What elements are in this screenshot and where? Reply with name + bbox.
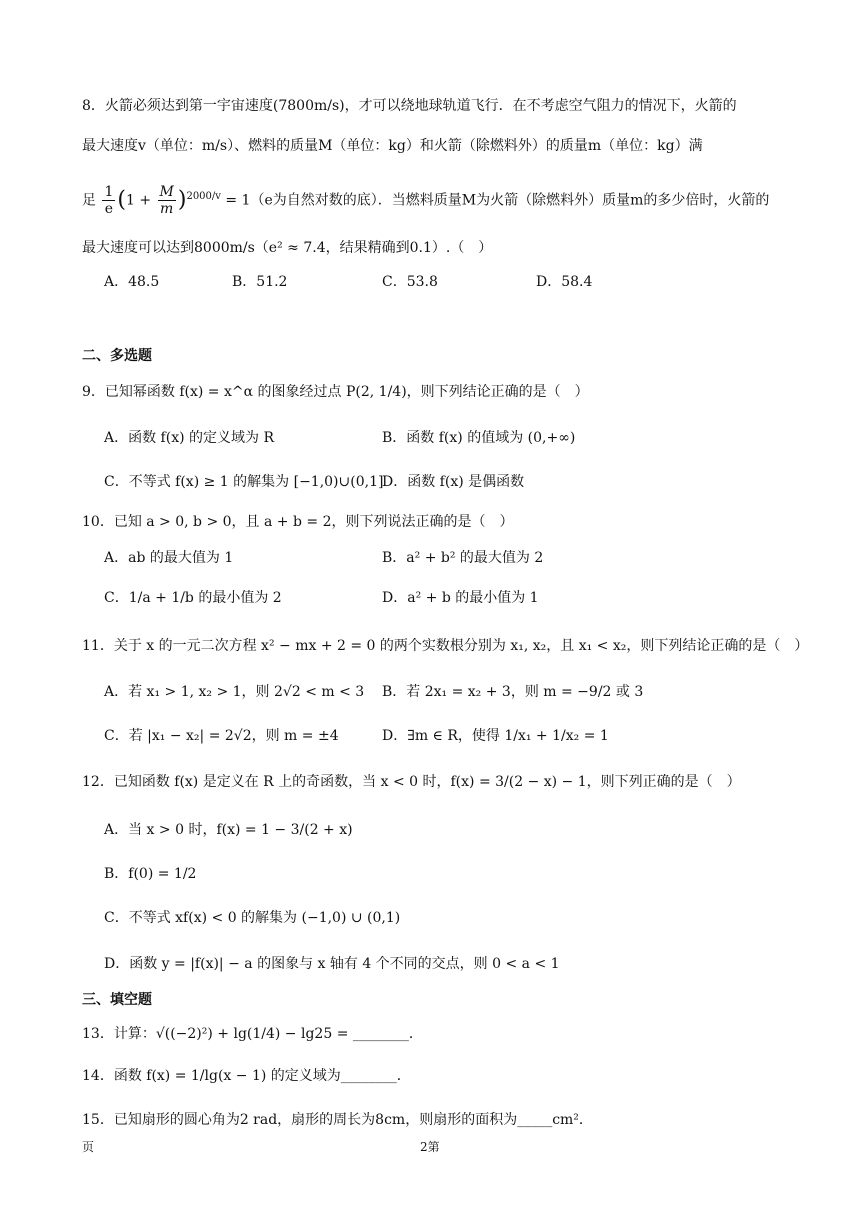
footer-left: 页: [82, 1140, 95, 1154]
q9-stem: 9．已知幂函数 f(x) = x^α 的图象经过点 P(2, 1/4)，则下列结论正确的是（ ）: [82, 384, 589, 400]
q12-stem: 12．已知函数 f(x) 是定义在 R 上的奇函数，当 x < 0 时，f(x) = 3/(2 − x) − 1，则下列正确的是（ ）: [82, 774, 741, 790]
q8-exponent: 2000/v: [186, 190, 221, 202]
q12-option-c: C．不等式 xf(x) < 0 的解集为 (−1,0) ∪ (0,1): [104, 910, 401, 926]
q8-line2: 最大速度v（单位：m/s）、燃料的质量M（单位：kg）和火箭（除燃料外）的质量m（单位：kg）满: [82, 138, 703, 154]
q9-option-b: B．函数 f(x) 的值域为 (0,+∞): [382, 430, 576, 446]
footer-page-number: 2第: [420, 1140, 440, 1154]
q8-line3: 足 $\frac{1}{e}$ (1 + $\frac{M}{m}$ )$^{2000/v}$ = 1（e为自然对数的底）．当燃料质量M为火箭（除燃料外）质量m的多少倍时，火箭的: [82, 184, 770, 217]
q8-option-c: C．53.8: [382, 274, 438, 290]
q12-option-b: B．f(0) = 1/2: [104, 866, 197, 882]
q8-line1: 8．火箭必须达到第一宇宙速度(7800m/s)，才可以绕地球轨道飞行．在不考虑空气阻力的情况下，火箭的: [82, 98, 737, 114]
q10-stem: 10．已知 a > 0, b > 0，且 a + b = 2，则下列说法正确的是（ ）: [82, 514, 514, 530]
q8-option-b: B．51.2: [232, 274, 288, 290]
q12-option-a: A．当 x > 0 时，f(x) = 1 − 3/(2 + x): [104, 822, 353, 838]
q14: 14．函数 f(x) = 1/lg(x − 1) 的定义域为________．: [82, 1068, 411, 1084]
q11-option-d: D．∃m ∈ R，使得 1/x₁ + 1/x₂ = 1: [382, 728, 609, 744]
q11-option-b: B．若 2x₁ = x₂ + 3，则 m = −9/2 或 3: [382, 684, 644, 700]
q8-option-d: D．58.4: [536, 274, 593, 290]
q9-option-c: C．不等式 f(x) ≥ 1 的解集为 [−1,0)∪(0,1]: [104, 474, 384, 490]
q9-option-a: A．函数 f(x) 的定义域为 R: [104, 430, 275, 446]
q10-option-b: B．a² + b² 的最大值为 2: [382, 550, 544, 566]
q12-option-d: D．函数 y = |f(x)| − a 的图象与 x 轴有 4 个不同的交点，则 0 < a < 1: [104, 956, 560, 972]
q9-option-d: D．函数 f(x) 是偶函数: [382, 474, 525, 490]
q8-fraction-M-over-m: $\frac{M}{m}$: [159, 184, 174, 217]
section-title-fill-in: 三、填空题: [82, 992, 152, 1008]
q10-option-d: D．a² + b 的最小值为 1: [382, 590, 539, 606]
q10-option-c: C．1/a + 1/b 的最小值为 2: [104, 590, 282, 606]
section-title-multiple-choice: 二、多选题: [82, 348, 152, 364]
q15: 15．已知扇形的圆心角为2 rad，扇形的周长为8cm，则扇形的面积为_____cm²．: [82, 1112, 593, 1128]
q11-option-a: A．若 x₁ > 1, x₂ > 1，则 2√2 < m < 3: [104, 684, 365, 700]
q11-option-c: C．若 |x₁ − x₂| = 2√2，则 m = ±4: [104, 728, 339, 744]
q8-line4: 最大速度可以达到8000m/s（e² ≈ 7.4，结果精确到0.1）.（ ）: [82, 240, 493, 256]
q8-option-a: A．48.5: [104, 274, 160, 290]
q8-fraction-1-over-e: $\frac{1}{e}$: [104, 184, 114, 217]
q10-option-a: A．ab 的最大值为 1: [104, 550, 234, 566]
q11-stem: 11．关于 x 的一元二次方程 x² − mx + 2 = 0 的两个实数根分别为 x₁, x₂，且 x₁ < x₂，则下列结论正确的是（ ）: [82, 638, 809, 654]
q13: 13．计算：√((−2)²) + lg(1/4) − lg25 = ________．: [82, 1026, 423, 1042]
